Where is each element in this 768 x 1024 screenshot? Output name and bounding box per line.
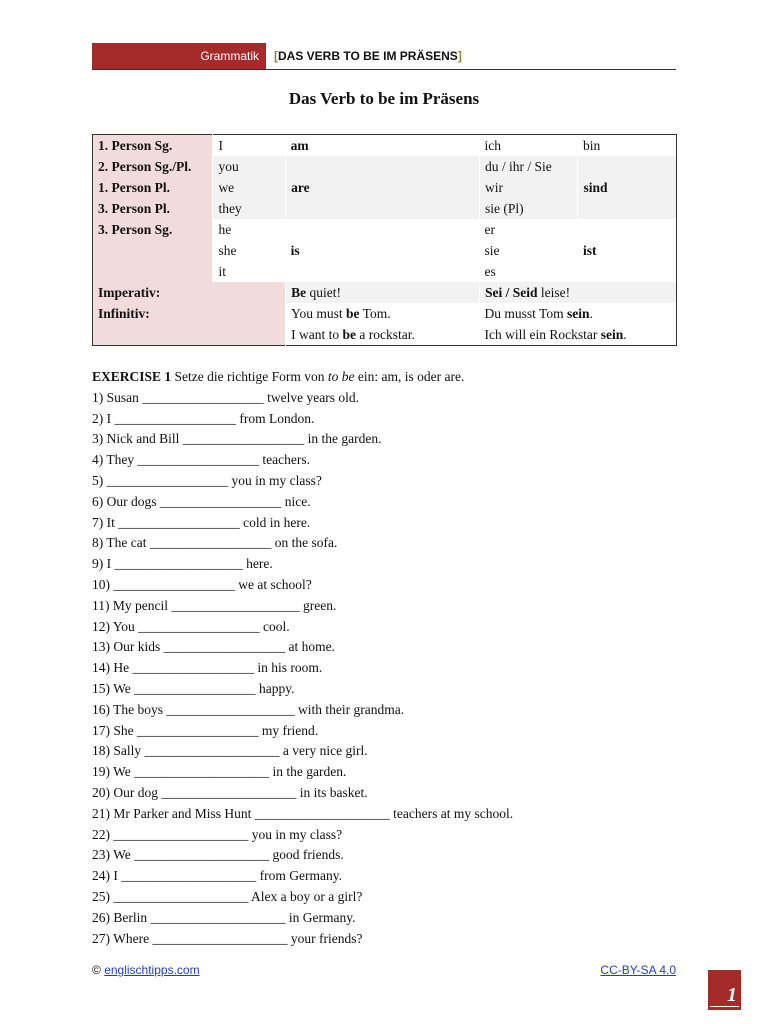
- header-section-tag: [92, 43, 266, 70]
- exercise-item: 10) __________________ we at school?: [92, 576, 312, 592]
- conjugation-table: [92, 134, 677, 346]
- header-title-text: DAS VERB TO BE IM PRÄSENS: [278, 49, 458, 63]
- header-rule: [92, 69, 676, 70]
- exercise-item: 22) ____________________ you in my class?: [92, 826, 343, 842]
- exercise-item: 2) I __________________ from London.: [92, 410, 315, 426]
- page-number: 1: [727, 984, 737, 1006]
- exercise-item: 20) Our dog ____________________ in its basket.: [92, 784, 368, 800]
- header-bracket-close: ]: [457, 49, 462, 63]
- en-pronoun: you we they: [213, 156, 286, 219]
- exercise-item: 24) I ____________________ from Germany.: [92, 868, 342, 884]
- table-row: [93, 156, 677, 219]
- exercise-item: 5) __________________ you in my class?: [92, 472, 322, 488]
- table-row: [93, 219, 677, 282]
- de-example: Sei / Seid leise!: [480, 282, 677, 303]
- table-row: [93, 282, 677, 303]
- de-pronoun: ich: [484, 138, 502, 153]
- de-verb: ist: [582, 243, 597, 258]
- exercise-item: 16) The boys ___________________ with their grandma.: [92, 701, 405, 717]
- exercise-item: 9) I ___________________ here.: [92, 556, 273, 572]
- exercise-item: 4) They __________________ teachers.: [92, 452, 310, 468]
- exercise-item: 3) Nick and Bill __________________ in the garden.: [92, 431, 382, 447]
- header-bracket-open: [: [274, 49, 278, 63]
- exercise-item: 6) Our dogs __________________ nice.: [92, 493, 311, 509]
- page-number-box: [708, 970, 741, 1010]
- exercise-item: 1) Susan __________________ twelve years old.: [92, 389, 359, 405]
- row-label: Infinitiv:: [93, 303, 286, 346]
- exercise-item: 7) It __________________ cold in here.: [92, 514, 311, 530]
- de-pronoun: er sie es: [484, 222, 500, 279]
- exercise-item: 12) You __________________ cool.: [92, 618, 290, 634]
- exercise-item: 15) We __________________ happy.: [92, 680, 295, 696]
- exercise-item: 8) The cat __________________ on the sofa.: [92, 535, 338, 551]
- header-title: [274, 49, 462, 63]
- table-row: [93, 135, 677, 157]
- en-verb: am: [290, 138, 309, 153]
- exercise-list: [92, 388, 513, 950]
- exercise-item: 13) Our kids __________________ at home.: [92, 639, 335, 655]
- exercise-heading: EXERCISE 1 Setze die richtige Form von to be ein: am, is oder are.: [92, 369, 465, 384]
- exercise-item: 17) She __________________ my friend.: [92, 722, 319, 738]
- exercise-item: 18) Sally ____________________ a very nice girl.: [92, 743, 368, 759]
- row-label: Imperativ:: [93, 282, 286, 303]
- exercise-item: 26) Berlin ____________________ in Germany.: [92, 909, 356, 925]
- en-example: Be quiet!: [286, 282, 480, 303]
- en-example: You must be Tom. I want to be a rockstar.: [291, 306, 415, 342]
- license-link[interactable]: CC-BY-SA 4.0: [600, 963, 676, 977]
- exercise-item: 21) Mr Parker and Miss Hunt ____________________ teachers at my school.: [92, 805, 514, 821]
- footer-license: [600, 963, 676, 977]
- row-label: 1. Person Sg.: [93, 135, 213, 157]
- en-pronoun: I: [218, 138, 223, 153]
- en-verb: are: [286, 156, 480, 219]
- de-pronoun: du / ihr / Sie wir sie (Pl): [480, 156, 578, 219]
- exercise-section: [92, 367, 513, 949]
- site-link[interactable]: englischtipps.com: [104, 963, 200, 977]
- row-label: 2. Person Sg./Pl. 1. Person Pl. 3. Person Pl.: [93, 156, 213, 219]
- footer-copyright: © englischtipps.com: [92, 963, 200, 977]
- exercise-item: 11) My pencil ___________________ green.: [92, 597, 337, 613]
- exercise-item: 27) Where ____________________ your friends?: [92, 930, 363, 946]
- exercise-item: 25) ____________________ Alex a boy or a girl?: [92, 888, 363, 904]
- table-row: [93, 303, 677, 346]
- en-verb: is: [290, 243, 300, 258]
- en-pronoun: he she it: [218, 222, 237, 279]
- page-title: Das Verb to be im Präsens: [288, 89, 480, 108]
- exercise-item: 23) We ____________________ good friends.: [92, 847, 344, 863]
- header-section-label: Grammatik: [200, 49, 259, 63]
- row-label: 3. Person Sg.: [93, 219, 213, 282]
- de-verb: bin: [582, 138, 601, 153]
- de-verb: sind: [578, 156, 677, 219]
- exercise-item: 19) We ____________________ in the garden.: [92, 764, 347, 780]
- de-example: Du musst Tom sein. Ich will ein Rockstar sein.: [484, 306, 627, 342]
- exercise-item: 14) He __________________ in his room.: [92, 660, 323, 676]
